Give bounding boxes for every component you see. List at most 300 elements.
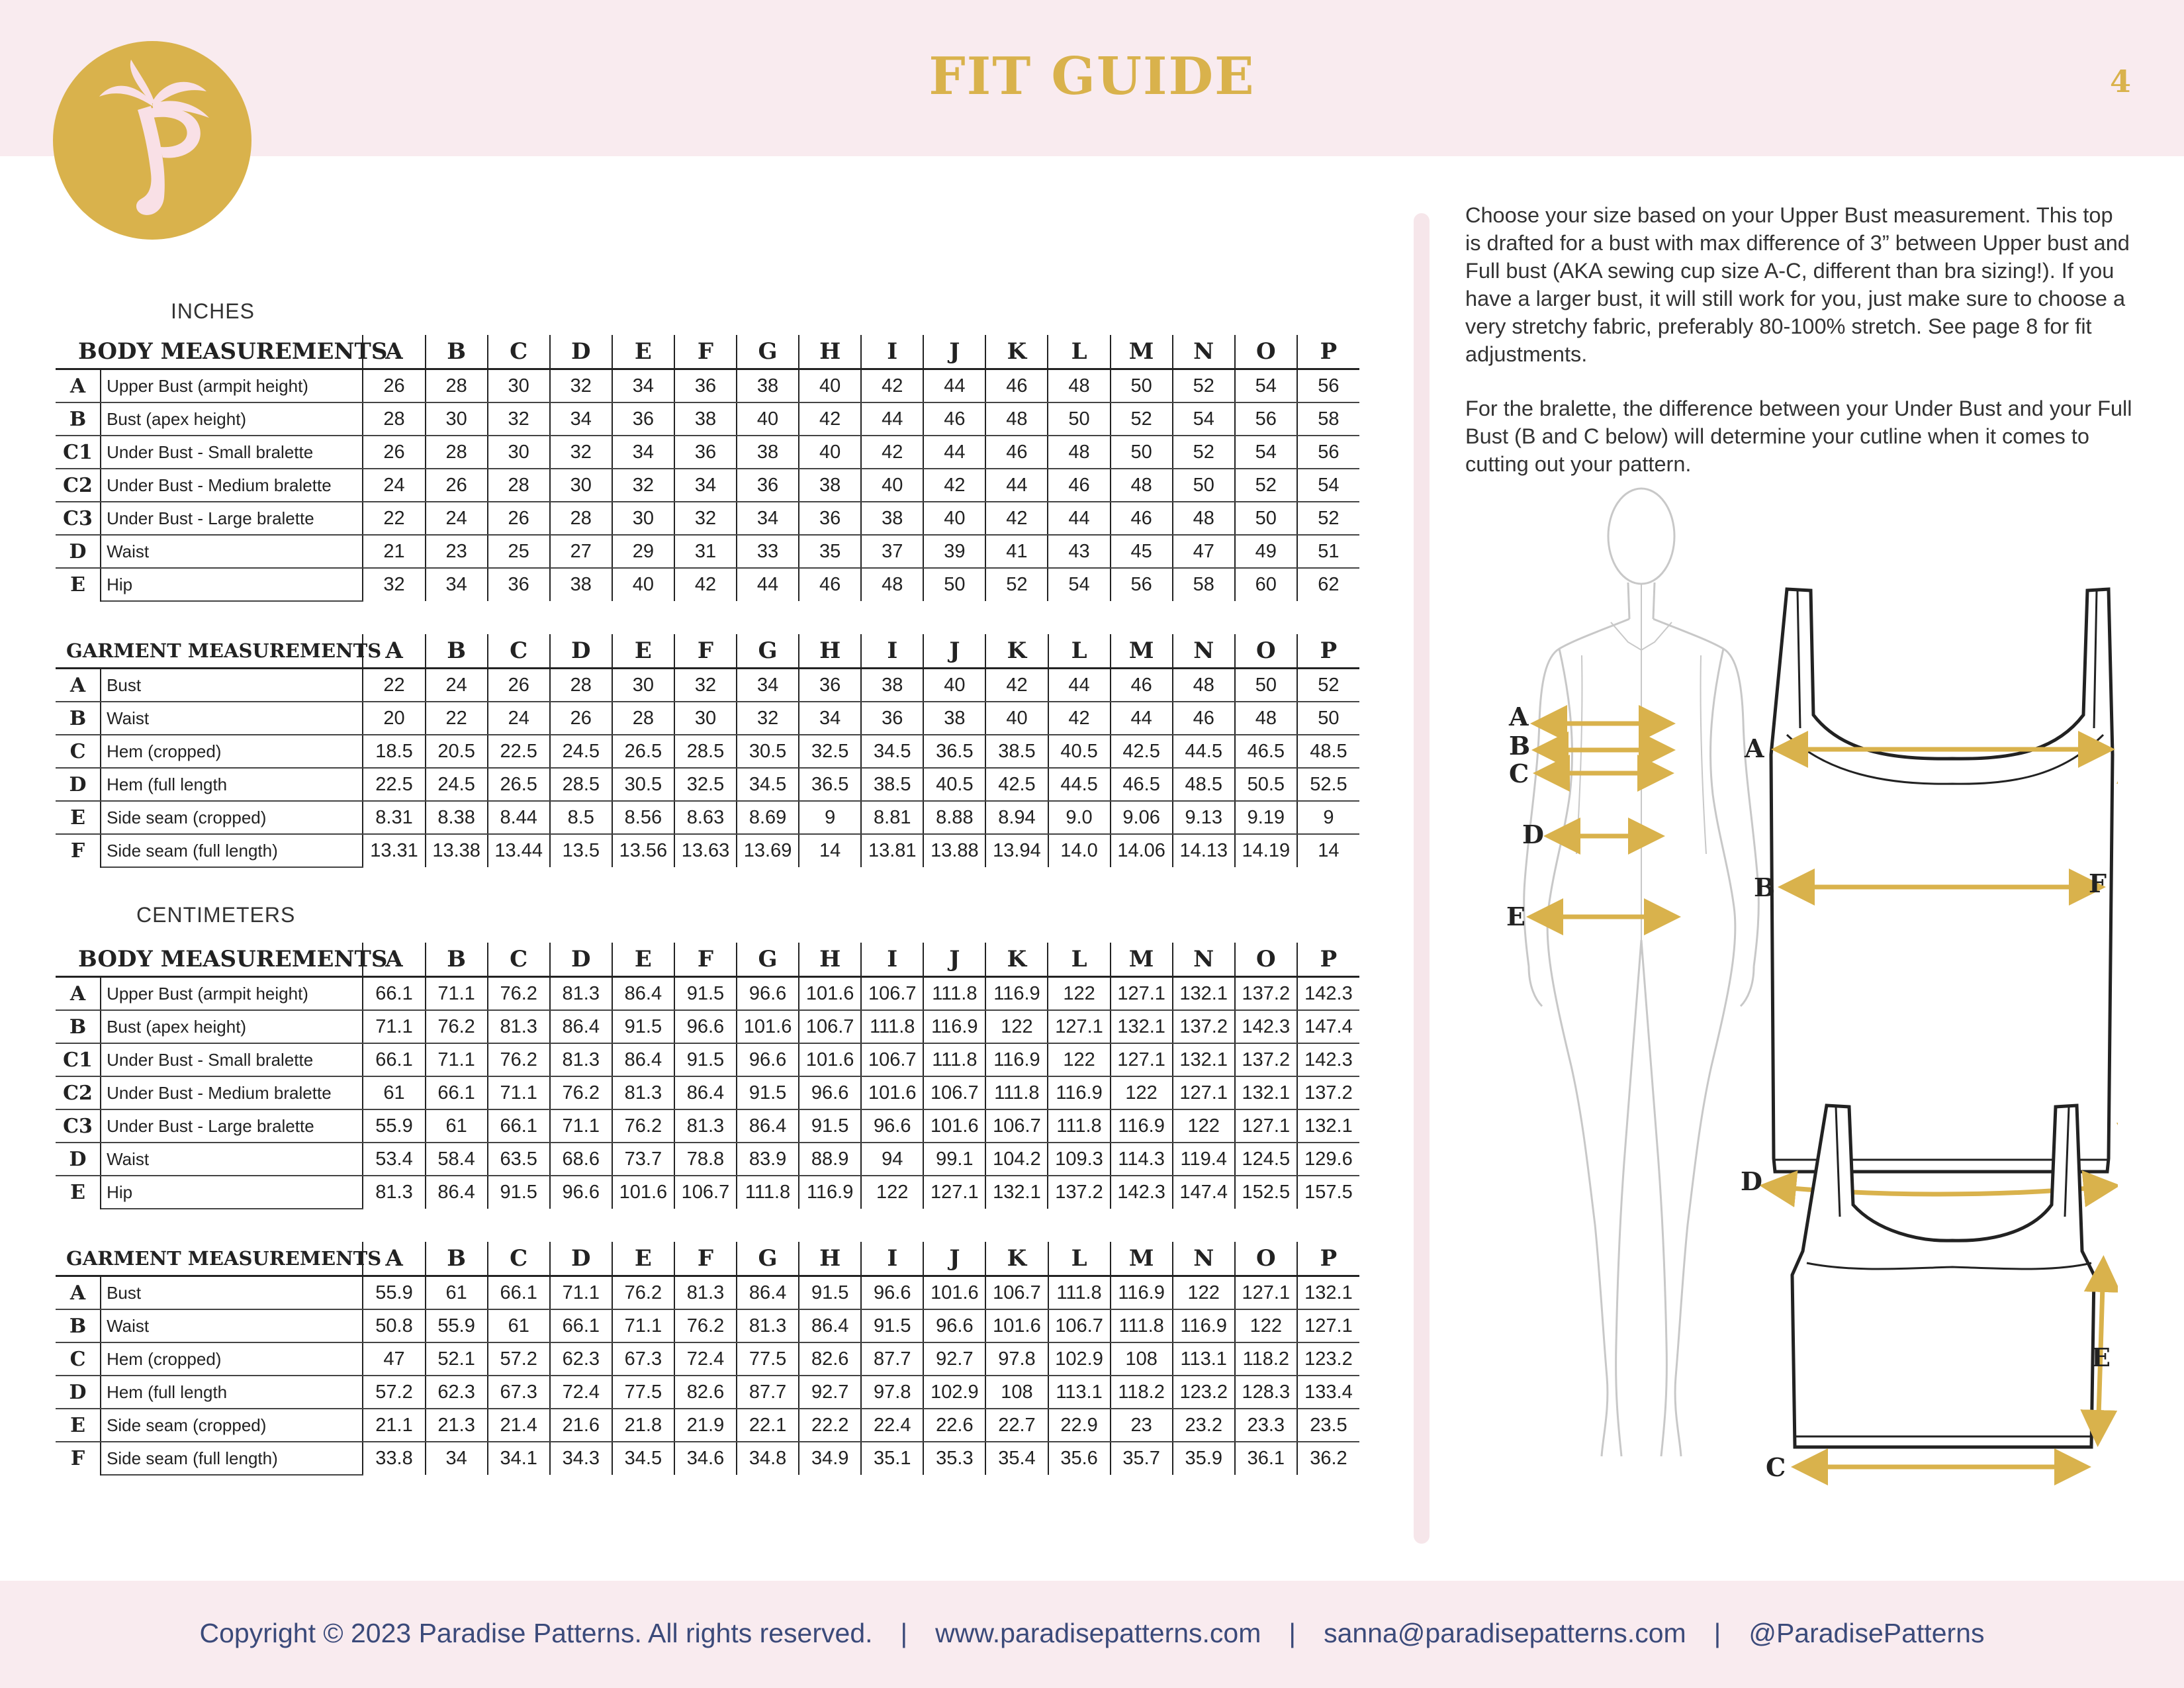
size-header: A [363, 1242, 425, 1276]
measurement-cell: 40 [923, 669, 985, 702]
measurement-cell: 102.9 [1048, 1342, 1111, 1376]
measurement-cell: 23 [426, 535, 488, 568]
row-letter: E [56, 1176, 101, 1209]
crop-label-e: E [2091, 1342, 2111, 1372]
row-letter: A [56, 369, 101, 403]
size-header: L [1048, 335, 1110, 369]
figure-label-d: D [1522, 820, 1544, 849]
measurement-cell: 48 [1111, 469, 1173, 502]
measurement-cell: 13.56 [612, 834, 674, 867]
measurement-cell: 147.4 [1297, 1010, 1359, 1043]
measurement-cell: 42.5 [1111, 735, 1173, 768]
measurement-cell: 72.4 [674, 1342, 737, 1376]
measurement-cell: 30 [612, 669, 674, 702]
measurement-cell: 101.6 [799, 977, 861, 1011]
measurement-cell: 127.1 [1048, 1010, 1110, 1043]
measurement-cell: 30 [674, 702, 737, 735]
measurement-cell: 132.1 [1235, 1076, 1297, 1109]
measurement-cell: 61 [426, 1109, 488, 1143]
measurement-cell: 118.2 [1235, 1342, 1297, 1376]
size-header: C [488, 943, 550, 977]
measurement-cell: 57.2 [488, 1342, 550, 1376]
measurement-cell: 35.1 [861, 1442, 923, 1475]
page-number: 4 [2109, 64, 2131, 99]
size-header: C [488, 634, 550, 669]
measurement-cell: 157.5 [1297, 1176, 1359, 1209]
measurement-cell: 76.2 [612, 1276, 674, 1310]
measurement-cell: 71.1 [426, 1043, 488, 1076]
table-row [56, 834, 1359, 867]
measurement-cell: 44.5 [1173, 735, 1235, 768]
size-header: J [923, 943, 985, 977]
measurement-cell: 132.1 [1173, 1043, 1235, 1076]
measurement-cell: 48 [985, 402, 1048, 436]
row-name: Waist [101, 535, 363, 568]
measurement-cell: 66.1 [363, 1043, 425, 1076]
row-letter: D [56, 535, 101, 568]
size-header: M [1111, 943, 1173, 977]
measurement-cell: 122 [861, 1176, 923, 1209]
measurement-cell: 28 [426, 436, 488, 469]
measurement-cell: 46 [923, 402, 985, 436]
measurement-cell: 46 [799, 568, 861, 601]
size-header: O [1235, 335, 1297, 369]
measurement-cell: 32.5 [674, 768, 737, 801]
measurement-cell: 22.7 [985, 1409, 1048, 1442]
table-row [56, 1010, 1359, 1043]
measurement-cell: 36 [737, 469, 799, 502]
measurement-cell: 25 [488, 535, 550, 568]
measurement-cell: 30 [612, 502, 674, 535]
measurement-cell: 142.3 [1235, 1010, 1297, 1043]
measurement-cell: 42 [985, 669, 1048, 702]
measurement-cell: 132.1 [1173, 977, 1235, 1011]
footer-social-link[interactable]: @ParadisePatterns [1749, 1618, 1985, 1648]
measurement-cell: 34 [737, 669, 799, 702]
measurement-cell: 8.94 [985, 801, 1048, 834]
measurement-cell: 21.9 [674, 1409, 737, 1442]
footer-band [0, 1581, 2184, 1688]
size-header: M [1111, 335, 1173, 369]
measurement-cell: 40 [923, 502, 985, 535]
measurement-cell: 24.5 [550, 735, 612, 768]
measurement-cell: 36 [488, 568, 550, 601]
measurement-cell: 116.9 [799, 1176, 861, 1209]
footer-line [0, 1618, 2184, 1649]
measurement-cell: 46 [985, 436, 1048, 469]
measurement-cell: 9 [1297, 801, 1359, 834]
measurement-cell: 142.3 [1297, 1043, 1359, 1076]
row-letter: C1 [56, 436, 101, 469]
measurement-cell: 38 [861, 502, 923, 535]
measurement-cell: 35.7 [1111, 1442, 1173, 1475]
size-header: G [737, 943, 799, 977]
size-header: N [1173, 943, 1235, 977]
measurement-cell: 42 [1048, 702, 1111, 735]
measurement-cell: 77.5 [612, 1376, 674, 1409]
measurement-cell: 86.4 [799, 1309, 861, 1342]
measurement-cell: 81.3 [488, 1010, 550, 1043]
measurement-cell: 111.8 [923, 1043, 985, 1076]
row-name: Side seam (cropped) [101, 801, 363, 834]
measurement-cell: 48 [1235, 702, 1297, 735]
measurement-cell: 106.7 [985, 1109, 1048, 1143]
footer-email-link[interactable]: sanna@paradisepatterns.com [1324, 1618, 1686, 1648]
measurement-cell: 34.9 [799, 1442, 861, 1475]
measurement-cell: 26 [426, 469, 488, 502]
measurement-cell: 28 [612, 702, 674, 735]
table-row [56, 1309, 1359, 1342]
measurement-cell: 34 [550, 402, 612, 436]
row-name: Side seam (full length) [101, 1442, 363, 1475]
footer-separator: | [900, 1618, 908, 1648]
table-row [56, 502, 1359, 535]
measurement-cell: 101.6 [923, 1109, 985, 1143]
measurement-cell: 42 [861, 436, 923, 469]
row-letter: D [56, 1376, 101, 1409]
measurement-cell: 113.1 [1048, 1376, 1111, 1409]
measurement-cell: 29 [612, 535, 674, 568]
measurement-cell: 34 [674, 469, 737, 502]
size-header: F [674, 335, 737, 369]
size-header: C [488, 335, 550, 369]
size-header: M [1111, 1242, 1173, 1276]
measurement-cell: 111.8 [1111, 1309, 1173, 1342]
measurement-cell: 34 [426, 1442, 488, 1475]
measurement-cell: 22.5 [363, 768, 425, 801]
table-row [56, 535, 1359, 568]
table-row [56, 768, 1359, 801]
measurement-cell: 91.5 [799, 1276, 861, 1310]
row-letter: F [56, 1442, 101, 1475]
size-header: N [1173, 335, 1235, 369]
measurement-cell: 42 [674, 568, 737, 601]
measurement-cell: 53.4 [363, 1143, 425, 1176]
measurement-cell: 13.31 [363, 834, 425, 867]
measurement-cell: 106.7 [861, 977, 923, 1011]
measurement-cell: 99.1 [923, 1143, 985, 1176]
tank-label-a: A [1745, 733, 1764, 763]
measurement-cell: 38 [550, 568, 612, 601]
size-header: P [1297, 634, 1359, 669]
measurement-cell: 21.3 [426, 1409, 488, 1442]
table-row [56, 1376, 1359, 1409]
measurement-cell: 132.1 [1297, 1109, 1359, 1143]
size-header: G [737, 634, 799, 669]
measurement-cell: 82.6 [674, 1376, 737, 1409]
footer-website-link[interactable]: www.paradisepatterns.com [935, 1618, 1261, 1648]
measurement-cell: 96.6 [861, 1109, 923, 1143]
size-header: J [923, 634, 985, 669]
measurement-cell: 86.4 [612, 1043, 674, 1076]
measurement-cell: 62.3 [426, 1376, 488, 1409]
size-header: B [426, 943, 488, 977]
size-header: A [363, 335, 425, 369]
measurement-cell: 111.8 [923, 977, 985, 1011]
measurement-cell: 26 [550, 702, 612, 735]
measurement-cell: 40 [985, 702, 1048, 735]
measurement-cell: 51 [1297, 535, 1359, 568]
measurement-cell: 32 [488, 402, 550, 436]
measurement-cell: 20 [363, 702, 425, 735]
figure-label-a: A [1509, 702, 1529, 731]
size-header: E [612, 943, 674, 977]
figure-label-e: E [1506, 902, 1525, 931]
measurement-cell: 122 [1048, 977, 1110, 1011]
row-name: Under Bust - Medium bralette [101, 1076, 363, 1109]
measurement-cell: 13.5 [550, 834, 612, 867]
measurement-cell: 96.6 [799, 1076, 861, 1109]
table-title: BODY MEASUREMENTS [56, 335, 363, 369]
measurement-cell: 34.5 [737, 768, 799, 801]
measurement-cell: 30 [488, 436, 550, 469]
measurement-cell: 56 [1297, 436, 1359, 469]
measurement-cell: 55.9 [363, 1276, 425, 1310]
row-name: Side seam (cropped) [101, 1409, 363, 1442]
size-header: G [737, 1242, 799, 1276]
size-header: O [1235, 943, 1297, 977]
measurement-cell: 91.5 [799, 1109, 861, 1143]
row-letter: E [56, 1409, 101, 1442]
measurement-cell: 28 [488, 469, 550, 502]
measurement-cell: 50.5 [1235, 768, 1297, 801]
measurement-cell: 86.4 [426, 1176, 488, 1209]
measurement-cell: 127.1 [1111, 1043, 1173, 1076]
row-letter: C3 [56, 502, 101, 535]
row-letter: D [56, 768, 101, 801]
row-name: Hem (full length [101, 768, 363, 801]
measurement-cell: 21 [363, 535, 425, 568]
measurement-cell: 32 [674, 669, 737, 702]
measurement-cell: 21.8 [612, 1409, 674, 1442]
table-header-row [56, 335, 1359, 369]
intro-paragraph-bralette: For the bralette, the difference between your Under Bust and your Full Bust (B and C below) will determine your cutline when it comes to cutting out your pattern. [1465, 397, 2132, 476]
measurement-cell: 30.5 [737, 735, 799, 768]
measurement-cell: 34.8 [737, 1442, 799, 1475]
measurement-cell: 14.0 [1048, 834, 1111, 867]
size-header: I [861, 335, 923, 369]
measurement-cell: 50 [1173, 469, 1235, 502]
measurement-cell: 87.7 [737, 1376, 799, 1409]
measurement-cell: 26.5 [488, 768, 550, 801]
measurement-cell: 34 [426, 568, 488, 601]
row-name: Hip [101, 1176, 363, 1209]
measurement-cell: 77.5 [737, 1342, 799, 1376]
row-name: Waist [101, 1143, 363, 1176]
measurement-cell: 35.6 [1048, 1442, 1111, 1475]
measurement-cell: 106.7 [799, 1010, 861, 1043]
size-header: H [799, 335, 861, 369]
measurement-cell: 8.31 [363, 801, 425, 834]
measurement-cell: 81.3 [550, 977, 612, 1011]
measurement-cell: 127.1 [1235, 1276, 1297, 1310]
size-header: M [1111, 634, 1173, 669]
table-header-row [56, 634, 1359, 669]
measurement-cell: 34.5 [612, 1442, 674, 1475]
measurement-cell: 28 [550, 669, 612, 702]
measurement-cell: 52 [1173, 369, 1235, 403]
measurement-cell: 137.2 [1173, 1010, 1235, 1043]
measurement-cell: 28.5 [550, 768, 612, 801]
size-header: O [1235, 1242, 1297, 1276]
measurement-cell: 56 [1111, 568, 1173, 601]
measurement-cell: 47 [363, 1342, 425, 1376]
centimeters-body-measurements-table [56, 943, 1359, 1209]
measurement-cell: 91.5 [674, 977, 737, 1011]
measurement-cell: 96.6 [737, 1043, 799, 1076]
row-letter: A [56, 977, 101, 1011]
measurement-cell: 43 [1048, 535, 1110, 568]
measurement-cell: 92.7 [923, 1342, 985, 1376]
centimeters-label: CENTIMETERS [136, 903, 296, 927]
size-header: K [985, 943, 1048, 977]
measurement-cell: 61 [488, 1309, 550, 1342]
size-header: D [550, 943, 612, 977]
size-header: J [923, 335, 985, 369]
measurement-cell: 113.1 [1173, 1342, 1235, 1376]
measurement-cell: 40.5 [923, 768, 985, 801]
measurement-cell: 42 [923, 469, 985, 502]
size-header: K [985, 634, 1048, 669]
measurement-cell: 24 [488, 702, 550, 735]
measurement-cell: 38 [861, 669, 923, 702]
measurement-cell: 101.6 [612, 1176, 674, 1209]
measurement-cell: 101.6 [923, 1276, 985, 1310]
measurement-cell: 28.5 [674, 735, 737, 768]
measurement-cell: 48 [1048, 369, 1110, 403]
size-header: D [550, 335, 612, 369]
measurement-cell: 96.6 [861, 1276, 923, 1310]
measurement-cell: 66.1 [488, 1109, 550, 1143]
measurement-cell: 81.3 [674, 1109, 737, 1143]
measurement-cell: 66.1 [426, 1076, 488, 1109]
measurement-cell: 54 [1048, 568, 1110, 601]
measurement-cell: 38.5 [985, 735, 1048, 768]
measurement-cell: 52.1 [426, 1342, 488, 1376]
inches-garment-measurements-table [56, 634, 1359, 868]
measurement-cell: 86.4 [674, 1076, 737, 1109]
measurement-cell: 58 [1297, 402, 1359, 436]
measurement-cell: 26 [488, 502, 550, 535]
measurement-cell: 14 [1297, 834, 1359, 867]
measurement-cell: 56 [1235, 402, 1297, 436]
measurement-cell: 22.4 [861, 1409, 923, 1442]
measurement-cell: 32 [737, 702, 799, 735]
row-name: Upper Bust (armpit height) [101, 977, 363, 1011]
measurement-cell: 60 [1235, 568, 1297, 601]
measurement-cell: 38 [737, 436, 799, 469]
row-letter: C3 [56, 1109, 101, 1143]
measurement-cell: 40 [799, 436, 861, 469]
measurement-cell: 63.5 [488, 1143, 550, 1176]
table-row [56, 1176, 1359, 1209]
measurement-cell: 13.94 [985, 834, 1048, 867]
row-name: Under Bust - Small bralette [101, 436, 363, 469]
measurement-cell: 128.3 [1235, 1376, 1297, 1409]
measurement-cell: 66.1 [488, 1276, 550, 1310]
measurement-cell: 41 [985, 535, 1048, 568]
measurement-cell: 96.6 [674, 1010, 737, 1043]
measurement-cell: 108 [1111, 1342, 1173, 1376]
measurement-cell: 58.4 [426, 1143, 488, 1176]
measurement-cell: 36 [861, 702, 923, 735]
measurement-cell: 108 [985, 1376, 1048, 1409]
size-header: P [1297, 943, 1359, 977]
measurement-cell: 76.2 [674, 1309, 737, 1342]
measurement-cell: 91.5 [737, 1076, 799, 1109]
measurement-cell: 76.2 [426, 1010, 488, 1043]
measurement-cell: 30 [550, 469, 612, 502]
measurement-cell: 52 [1297, 502, 1359, 535]
measurement-cell: 40 [612, 568, 674, 601]
size-header: G [737, 335, 799, 369]
measurement-cell: 116.9 [985, 1043, 1048, 1076]
table-row [56, 1276, 1359, 1310]
size-header: F [674, 634, 737, 669]
size-header: F [674, 1242, 737, 1276]
intro-paragraph-size: Choose your size based on your Upper Bust measurement. This top is drafted for a bust with max difference of 3” between Upper bust and Full bust (AKA sewing cup size A-C, different than bra sizing!). If you have a larger bust, it will still work for you, just make sure to choose a very stretchy fabric, preferably 80-100% stretch. See page 8 for fit adjustments. [1465, 203, 2130, 366]
row-letter: C [56, 735, 101, 768]
measurement-cell: 14 [799, 834, 861, 867]
measurement-cell: 71.1 [488, 1076, 550, 1109]
measurement-cell: 35.9 [1173, 1442, 1235, 1475]
measurement-cell: 46 [1111, 669, 1173, 702]
measurement-cell: 122 [1173, 1109, 1235, 1143]
measurement-cell: 111.8 [861, 1010, 923, 1043]
measurement-cell: 133.4 [1297, 1376, 1359, 1409]
measurement-cell: 96.6 [737, 977, 799, 1011]
table-header-row [56, 943, 1359, 977]
measurement-cell: 34 [612, 436, 674, 469]
measurement-cell: 54 [1297, 469, 1359, 502]
tank-label-d: D [1741, 1166, 1762, 1196]
measurement-cell: 35 [799, 535, 861, 568]
measurement-cell: 50 [1235, 502, 1297, 535]
row-name: Under Bust - Large bralette [101, 502, 363, 535]
table-row [56, 1109, 1359, 1143]
measurement-cell: 116.9 [923, 1010, 985, 1043]
measurement-cell: 82.6 [799, 1342, 861, 1376]
measurement-cell: 50 [923, 568, 985, 601]
measurement-cell: 49 [1235, 535, 1297, 568]
measurement-cell: 36 [612, 402, 674, 436]
measurement-cell: 68.6 [550, 1143, 612, 1176]
measurement-cell: 24 [426, 669, 488, 702]
measurement-cell: 81.3 [550, 1043, 612, 1076]
measurement-cell: 124.5 [1235, 1143, 1297, 1176]
measurement-cell: 28 [426, 369, 488, 403]
row-name: Hem (cropped) [101, 1342, 363, 1376]
measurement-cell: 152.5 [1235, 1176, 1297, 1209]
measurement-cell: 67.3 [612, 1342, 674, 1376]
size-header: A [363, 943, 425, 977]
measurement-cell: 50 [1111, 369, 1173, 403]
measurement-cell: 33 [737, 535, 799, 568]
table-row [56, 735, 1359, 768]
measurement-cell: 76.2 [488, 977, 550, 1011]
measurement-cell: 86.4 [737, 1276, 799, 1310]
measurement-cell: 57.2 [363, 1376, 425, 1409]
measurement-cell: 132.1 [1111, 1010, 1173, 1043]
measurement-cell: 86.4 [737, 1109, 799, 1143]
measurement-cell: 81.3 [363, 1176, 425, 1209]
measurement-cell: 32 [674, 502, 737, 535]
measurement-cell: 32 [612, 469, 674, 502]
measurement-cell: 37 [861, 535, 923, 568]
inches-body-measurements-table [56, 335, 1359, 602]
row-name: Bust [101, 669, 363, 702]
table-title: BODY MEASUREMENTS [56, 943, 363, 977]
